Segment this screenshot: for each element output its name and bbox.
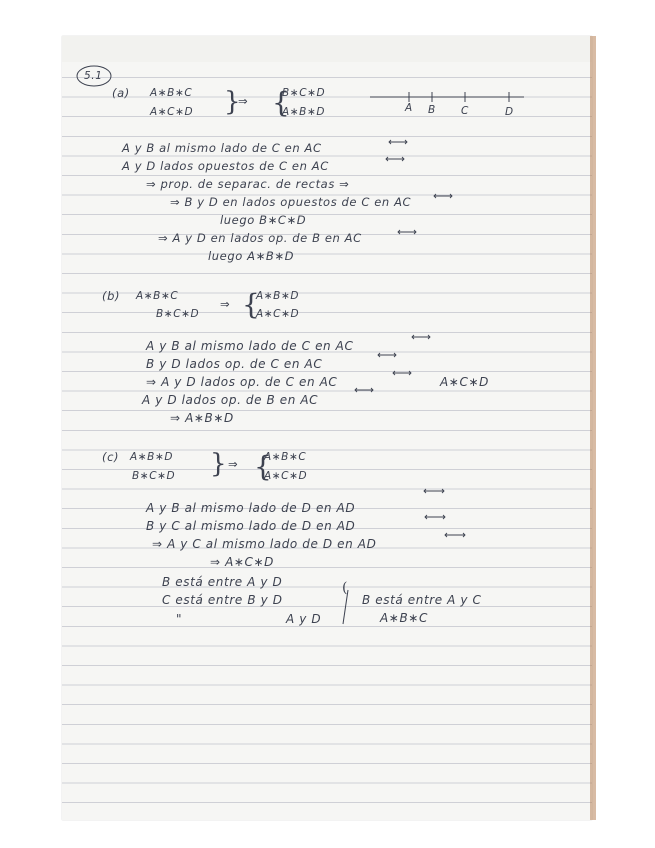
- brace-a-right: {: [272, 86, 290, 119]
- part-c-implies: ⇒: [228, 457, 239, 471]
- part-c-proof-5: B está entre A y D: [162, 575, 283, 589]
- part-b-proof-2: B y D lados op. de C en AC: [146, 357, 323, 371]
- part-a-hyp-2: A∗C∗D: [150, 106, 194, 118]
- part-a-implies: ⇒: [238, 94, 249, 108]
- part-a-concl-1: B∗C∗D: [282, 87, 326, 99]
- arrow-ac-4: [398, 230, 416, 234]
- part-c-proof-6: C está entre B y D: [162, 593, 283, 607]
- part-b-concl-2: A∗C∗D: [256, 308, 300, 320]
- part-c-proof-2: B y C al mismo lado de D en AD: [146, 519, 356, 533]
- part-a-proof-6: ⇒ A y D en lados op. de B en AC: [158, 231, 362, 245]
- part-b-proof-5: A y D lados op. de B en AC: [142, 393, 319, 407]
- brace-b-right: {: [242, 288, 260, 321]
- part-b-proof-1: A y B al mismo lado de C en AC: [146, 339, 354, 353]
- arrow-ad-2: [425, 515, 445, 519]
- part-a-concl-2: A∗B∗D: [282, 106, 326, 118]
- part-a-proof-7: luego A∗B∗D: [208, 249, 295, 263]
- part-a-label: (a): [112, 86, 130, 100]
- brace-c-small: (: [342, 580, 348, 596]
- part-a-proof-4: ⇒ B y D en lados opuestos de C en AC: [170, 195, 412, 209]
- arrow-ac-7: [393, 371, 411, 375]
- part-a-proof-1: A y B al mismo lado de C en AC: [122, 141, 322, 155]
- part-b-proof-3: ⇒ A y D lados op. de C en AC: [146, 375, 338, 389]
- part-c-proof-3: ⇒ A y C al mismo lado de D en AD: [152, 537, 377, 551]
- line-point-c: C: [461, 105, 469, 117]
- part-b-concl-1: A∗B∗D: [256, 290, 300, 302]
- part-c-concl-2: A∗C∗D: [264, 470, 308, 482]
- part-a-proof-5: luego B∗C∗D: [220, 213, 307, 227]
- part-c-hyp-2: B∗C∗D: [132, 470, 176, 482]
- part-a-proof-2: A y D lados opuestos de C en AC: [122, 159, 329, 173]
- brace-c-left: }: [210, 449, 227, 479]
- part-c-proof-1: A y B al mismo lado de D en AD: [146, 501, 356, 515]
- part-c-label: (c): [102, 450, 120, 464]
- part-b-proof-4: A∗C∗D: [440, 375, 489, 389]
- arrow-ac-2: [386, 157, 404, 161]
- part-c-proof-8: A y D: [286, 612, 322, 626]
- arrow-ac-6: [378, 353, 396, 357]
- arrow-ad-3: [445, 533, 465, 537]
- arrow-ac-5: [412, 335, 430, 339]
- arrow-ad-1: [424, 489, 444, 493]
- brace-c-right: {: [254, 450, 272, 483]
- part-c-proof-10: A∗B∗C: [380, 611, 428, 625]
- part-a-hyp-1: A∗B∗C: [150, 87, 193, 99]
- brace-a-left: }: [224, 87, 241, 117]
- line-point-a: A: [405, 102, 413, 114]
- notebook-page: [62, 36, 592, 820]
- part-b-implies: ⇒: [220, 297, 231, 311]
- part-b-label: (b): [102, 289, 121, 303]
- part-c-concl-1: A∗B∗C: [264, 451, 307, 463]
- part-c-proof-9: B está entre A y C: [362, 593, 482, 607]
- arrow-ac-1: [389, 140, 407, 144]
- part-b-hyp-2: B∗C∗D: [156, 308, 200, 320]
- arrow-ac-8: [355, 388, 373, 392]
- part-c-hyp-1: A∗B∗D: [130, 451, 174, 463]
- line-point-d: D: [505, 106, 514, 118]
- part-c-proof-7: ": [176, 612, 183, 626]
- part-a-proof-3: ⇒ prop. de separac. de rectas ⇒: [146, 177, 350, 191]
- part-b-proof-6: ⇒ A∗B∗D: [170, 411, 234, 425]
- line-point-b: B: [428, 104, 436, 116]
- part-c-proof-4: ⇒ A∗C∗D: [210, 555, 275, 569]
- problem-number: 5.1: [84, 70, 103, 82]
- arrow-ac-3: [434, 194, 452, 198]
- part-b-hyp-1: A∗B∗C: [136, 290, 179, 302]
